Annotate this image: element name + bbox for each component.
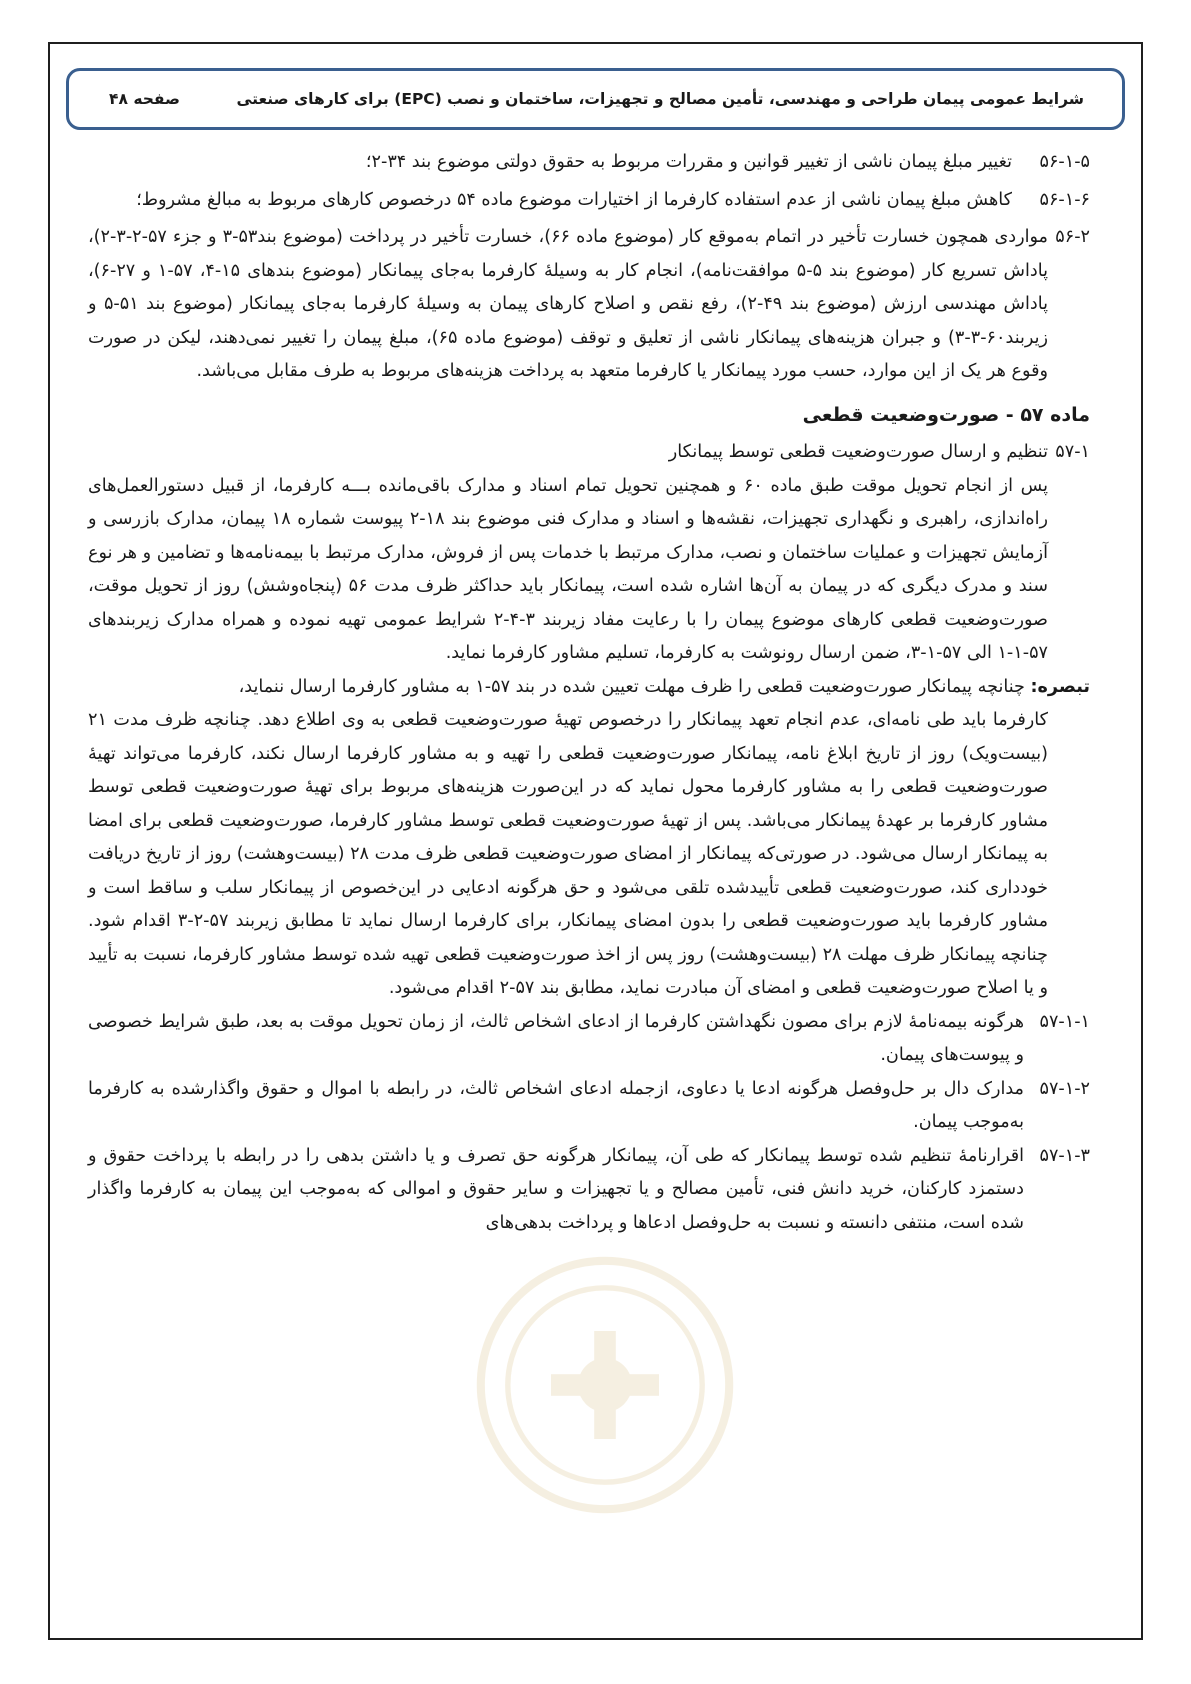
document-title: شرایط عمومی پیمان طراحی و مهندسی، تأمین مصالح و تجهیزات، ساختمان و نصب (EPC) برای کارهای صنعتی — [236, 90, 1084, 108]
clause-number: ۵۶-۱-۵ — [1039, 152, 1090, 172]
clause-number: ۵۶-۲ — [1055, 227, 1090, 247]
note-first-line: چنانچه پیمانکار صورت‌وضعیت قطعی را ظرف مهلت تعیین شده در بند ۵۷-۱ به مشاور کارفرما ارسال ننماید، — [238, 676, 1025, 697]
clause-text: مواردی همچون خسارت تأخیر در اتمام به‌موقع کار (موضوع ماده ۶۶)، خسارت تأخیر در پرداخت (موضوع بند۵۳-۳ و جزء ۵۷-۲-۳-۲)، پاداش تسریع کار (موضوع بند ۵-۵ موافقت‌نامه)، انجام کار به وسیلهٔ کارفرما به‌جای پیمانکار (موضوع بندهای ۱۵-۴، ۵۷-۱ و ۲۷-۶)، پاداش مهندسی ارزش (موضوع بند ۴۹-۲)، رفع نقص و اصلاح کارهای پیمان به وسیلهٔ کارفرما به‌جای پیمانکار (موضوع بند ۵۱-۵ و زیربند۶۰-۳-۳) و جبران هزینه‌های پیمانکار ناشی از تعلیق و توقف (موضوع ماده ۶۵)، مبلغ پیمان را تغییر نمی‌دهند، لیکن در صورت وقوع هر یک از این موارد، حسب مورد پیمانکار یا کارفرما متعهد به پرداخت هزینه‌های مربوط به طرف مقابل می‌باشد. — [88, 227, 1049, 381]
clause-57-1-3 — [88, 1140, 1090, 1241]
clause-number: ۵۷-۱-۳ — [1039, 1145, 1090, 1166]
clause-57-1-2 — [88, 1073, 1090, 1140]
clause-text: مدارک دال بر حل‌وفصل هرگونه ادعا یا دعاوی، ازجمله ادعای اشخاص ثالث، در رابطه با اموال و حقوق واگذارشده به کارفرما به‌موجب پیمان. — [88, 1078, 1024, 1132]
clause-text: تغییر مبلغ پیمان ناشی از تغییر قوانین و مقررات مربوط به حقوق دولتی موضوع بند ۳۴-۲؛ — [365, 152, 1012, 172]
clause-56-2 — [88, 221, 1090, 389]
clause-number: ۵۷-۱ — [1055, 442, 1090, 462]
clause-text: هرگونه بیمه‌نامهٔ لازم برای مصون نگهداشتن کارفرما از ادعای اشخاص ثالث، از زمان تحویل موقت به بعد، طبق شرایط خصوصی و پیوست‌های پیمان. — [88, 1011, 1024, 1065]
note-text: کارفرما باید طی نامه‌ای، عدم انجام تعهد پیمانکار را درخصوص تهیهٔ صورت‌وضعیت قطعی به وی اطلاع دهد. چنانچه ظرف مدت ۲۱ (بیست‌ویک) روز از تاریخ ابلاغ نامه، پیمانکار صورت‌وضعیت قطعی را تهیه و به مشاور کارفرما ارسال نکند، کارفرما می‌تواند تهیهٔ صورت‌وضعیت قطعی را به مشاور کارفرما محول نماید که در این‌صورت هزینه‌های مربوط برای تهیهٔ صورت‌وضعیت قطعی توسط مشاور کارفرما بر عهدهٔ پیمانکار می‌باشد. پس از تهیهٔ صورت‌وضعیت قطعی توسط مشاور کارفرما، صورت‌وضعیت قطعی برای امضا به پیمانکار ارسال می‌شود. در صورتی‌که پیمانکار از امضای صورت‌وضعیت قطعی ظرف مدت ۲۸ (بیست‌وهشت) روز از تاریخ دریافت خودداری کند، صورت‌وضعیت قطعی تأییدشده تلقی می‌شود و حق هرگونه ادعایی در این‌خصوص از پیمانکار سلب و ساقط است و مشاور کارفرما باید صورت‌وضعیت قطعی را بدون امضای پیمانکار، برای کارفرما ارسال نماید تا مطابق زیربند ۵۷-۲-۳ اقدام شود. چنانچه پیمانکار ظرف مهلت ۲۸ (بیست‌وهشت) روز پس از اخذ صورت‌وضعیت قطعی تهیه شده توسط مشاور کارفرما، نسبت به تأیید و یا اصلاح صورت‌وضعیت قطعی و امضای آن مبادرت نماید، مطابق بند ۵۷-۲ اقدام می‌شود. — [88, 710, 1048, 998]
watermark-seal-icon — [470, 1250, 740, 1520]
clause-number: ۵۷-۱-۱ — [1039, 1011, 1090, 1032]
page-number: صفحه ۴۸ — [109, 90, 181, 108]
clause-57-1 — [88, 436, 1090, 470]
note-block — [88, 671, 1090, 1006]
clause-number: ۵۷-۱-۲ — [1039, 1078, 1090, 1099]
clause-56-1-5 — [88, 146, 1090, 180]
clause-57-1-1 — [88, 1006, 1090, 1073]
note-label: تبصره: — [1030, 676, 1090, 697]
page-header — [66, 68, 1125, 130]
document-body — [88, 146, 1090, 1240]
article-heading: ماده ۵۷ - صورت‌وضعیت قطعی — [802, 403, 1090, 426]
clause-number: ۵۶-۱-۶ — [1039, 189, 1090, 210]
clause-57-1-paragraph: پس از انجام تحویل موقت طبق ماده ۶۰ و همچنین تحویل تمام اسناد و مدارک باقی‌مانده بـــه کارفرما، از قبیل دستورالعمل‌های راه‌اندازی، راهبری و نگهداری تجهیزات، نقشه‌ها و اسناد و مدارک فنی موضوع بند ۱۸-۲ پیوست شماره ۱۸ پیمان، مدارک بازرسی و آزمایش تجهیزات و عملیات ساختمان و نصب، مدارک مرتبط با خدمات پس از فروش، مدارک مرتبط با بیمه‌نامه‌ها و تضامین و هر نوع سند و مدرک دیگری که در پیمان به آن‌ها اشاره شده است، پیمانکار باید حداکثر ظرف مدت ۵۶ (پنجاه‌وشش) روز از تحویل موقت، صورت‌وضعیت قطعی کارهای موضوع پیمان را با رعایت مفاد زیربند ۳-۴-۲ شرایط عمومی تهیه نموده و همراه مدارک زیربندهای ۵۷-۱-۱ الی ۵۷-۱-۳، ضمن ارسال رونوشت به کارفرما، تسلیم مشاور کارفرما نماید. — [88, 475, 1049, 663]
clause-title: تنظیم و ارسال صورت‌وضعیت قطعی توسط پیمانکار — [668, 442, 1048, 462]
clause-56-1-6 — [88, 184, 1090, 218]
clause-text: اقرارنامهٔ تنظیم شده توسط پیمانکار که طی آن، پیمانکار هرگونه حق تصرف و یا داشتن بدهی را در رابطه با پرداخت حقوق و دستمزد کارکنان، خرید دانش فنی، تأمین مصالح و یا تجهیزات و سایر حقوق و اموالی که به‌موجب این پیمان به کارفرما واگذار شده است، منتفی دانسته و نسبت به حل‌وفصل ادعاها و پرداخت بدهی‌های — [88, 1145, 1024, 1233]
clause-text: کاهش مبلغ پیمان ناشی از عدم استفاده کارفرما از اختیارات موضوع ماده ۵۴ درخصوص کارهای مربوط به مبالغ مشروط؛ — [136, 189, 1012, 210]
